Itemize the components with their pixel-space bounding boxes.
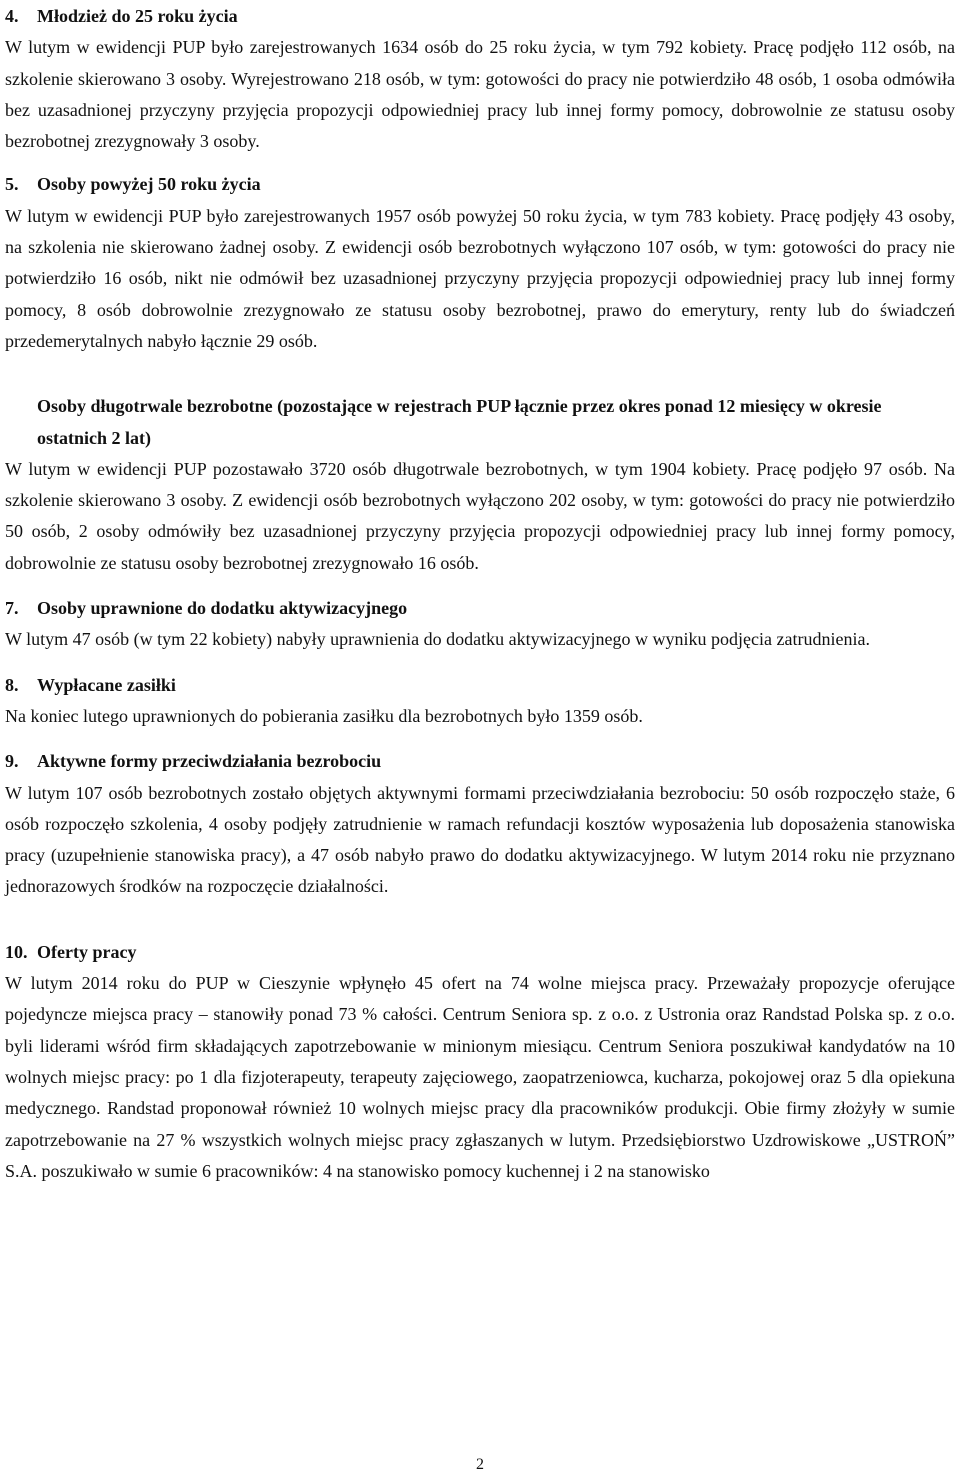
- section-heading: [5, 593, 955, 624]
- page-number: 2: [476, 1456, 484, 1473]
- section-number: 5.: [5, 174, 19, 195]
- section-number: 8.: [5, 674, 19, 695]
- section-title: Osoby długotrwale bezrobotne (pozostające w rejestrach PUP łącznie przez okres ponad 12 miesięcy w okresie ostatnich 2 lat): [37, 396, 882, 448]
- document-page: [5, 1, 955, 1187]
- section-number: 7.: [5, 598, 19, 619]
- section-long-term-unemployed: [5, 391, 955, 579]
- section-heading: [5, 391, 955, 454]
- section-title: Wypłacane zasiłki: [37, 674, 176, 695]
- section-active-measures: [5, 746, 955, 902]
- section-body: W lutym 107 osób bezrobotnych zostało objętych aktywnymi formami przeciwdziałania bezrobociu: 50 osób rozpoczęło staże, 6 osób rozpoczęło szkolenia, 4 osoby podjęły zatrudnienie w ramach refundacji kosztów wyposażenia lub doposażenia stanowiska pracy (uzupełnienie stanowiska pracy), a 47 osób nabyło prawo do dodatku aktywizacyjnego. W lutym 2014 roku nie przyznano jednorazowych środków na rozpoczęcie działalności.: [5, 782, 955, 897]
- section-heading: [5, 169, 955, 200]
- section-body: W lutym 2014 roku do PUP w Cieszynie wpłynęło 45 ofert na 74 wolne miejsca pracy. Przeważały propozycje oferujące pojedyncze miejsca pracy – stanowiły ponad 73 % całości. Centrum Seniora sp. z o.o. z Ustronia oraz Randstad Polska sp. z o.o. byli liderami wśród firm składających zapotrzebowanie w minionym miesiącu. Centrum Seniora poszukiwał kandydatów na 10 wolnych miejsc pracy: po 1 dla fizjoterapeuty, terapeuty zajęciowego, zaopatrzeniowca, kucharza, pokojowej oraz 5 dla opiekuna medycznego. Randstad proponował również 10 wolnych miejsc pracy dla pracowników produkcji. Obie firmy złożyły w sumie zapotrzebowanie na 27 % wszystkich wolnych miejsc pracy zgłaszanych w lutym. Przedsiębiorstwo Uzdrowiskowe „USTROŃ” S.A. poszukiwało w sumie 6 pracowników: 4 na stanowisko pomocy kuchennej i 2 na stanowisko: [5, 973, 955, 1181]
- section-youth: [5, 1, 955, 157]
- section-title: Młodzież do 25 roku życia: [37, 6, 238, 26]
- section-title: Osoby uprawnione do dodatku aktywizacyjnego: [37, 598, 408, 619]
- section-body: W lutym w ewidencji PUP było zarejestrowanych 1957 osób powyżej 50 roku życia, w tym 783 kobiety. Pracę podjęły 43 osoby, na szkolenia nie skierowano żadnej osoby. Z ewidencji osób bezrobotnych wyłączono 107 osób, w tym: gotowości do pracy nie potwierdziło 16 osób, nikt nie odmówił bez uzasadnionej przyczyny przyjęcia propozycji odpowiedniej pracy lub innej formy pomocy, 8 osób dobrowolnie zrezygnowało ze statusu osoby bezrobotnej, prawo do emerytury, renty lub do świadczeń przedemerytalnych nabyło łącznie 29 osób.: [5, 205, 955, 351]
- section-job-offers: [5, 937, 955, 1187]
- section-heading: [5, 746, 955, 777]
- section-benefits: [5, 670, 955, 733]
- section-number: 4.: [5, 6, 19, 26]
- section-heading: [5, 1, 955, 32]
- section-number: 10.: [5, 941, 28, 962]
- section-body: W lutym w ewidencji PUP było zarejestrowanych 1634 osób do 25 roku życia, w tym 792 kobiety. Pracę podjęło 112 osób, na szkolenie skierowano 3 osoby. Wyrejestrowano 218 osób, w tym: gotowości do pracy nie potwierdziło 48 osób, 1 osoba odmówiła bez uzasadnionej przyczyny przyjęcia propozycji odpowiedniej pracy lub innej formy pomocy, dobrowolnie ze statusu osoby bezrobotnej zrezygnowały 3 osoby.: [5, 37, 955, 152]
- section-number: 9.: [5, 751, 19, 772]
- section-title: Aktywne formy przeciwdziałania bezrobociu: [37, 751, 382, 772]
- section-heading: [5, 937, 955, 968]
- section-body: W lutym 47 osób (w tym 22 kobiety) nabyły uprawnienia do dodatku aktywizacyjnego w wyniku podjęcia zatrudnienia.: [5, 629, 870, 650]
- section-title: Osoby powyżej 50 roku życia: [37, 174, 261, 195]
- section-heading: [5, 670, 955, 701]
- section-over-50: [5, 169, 955, 357]
- section-title: Oferty pracy: [37, 941, 137, 962]
- section-body: W lutym w ewidencji PUP pozostawało 3720 osób długotrwale bezrobotnych, w tym 1904 kobiety. Pracę podjęło 97 osób. Na szkolenie skierowano 3 osoby. Z ewidencji osób bezrobotnych wyłączono 202 osoby, w tym: gotowości do pracy nie potwierdziło 50 osób, 2 osoby odmówiły bez uzasadnionej przyczyny przyjęcia propozycji odpowiedniej pracy lub innej formy pomocy, dobrowolnie ze statusu osoby bezrobotnej zrezygnowało 16 osób.: [5, 458, 955, 573]
- section-activation-allowance: [5, 593, 955, 656]
- section-number: [5, 391, 37, 422]
- section-body: Na koniec lutego uprawnionych do pobierania zasiłku dla bezrobotnych było 1359 osób.: [5, 705, 643, 726]
